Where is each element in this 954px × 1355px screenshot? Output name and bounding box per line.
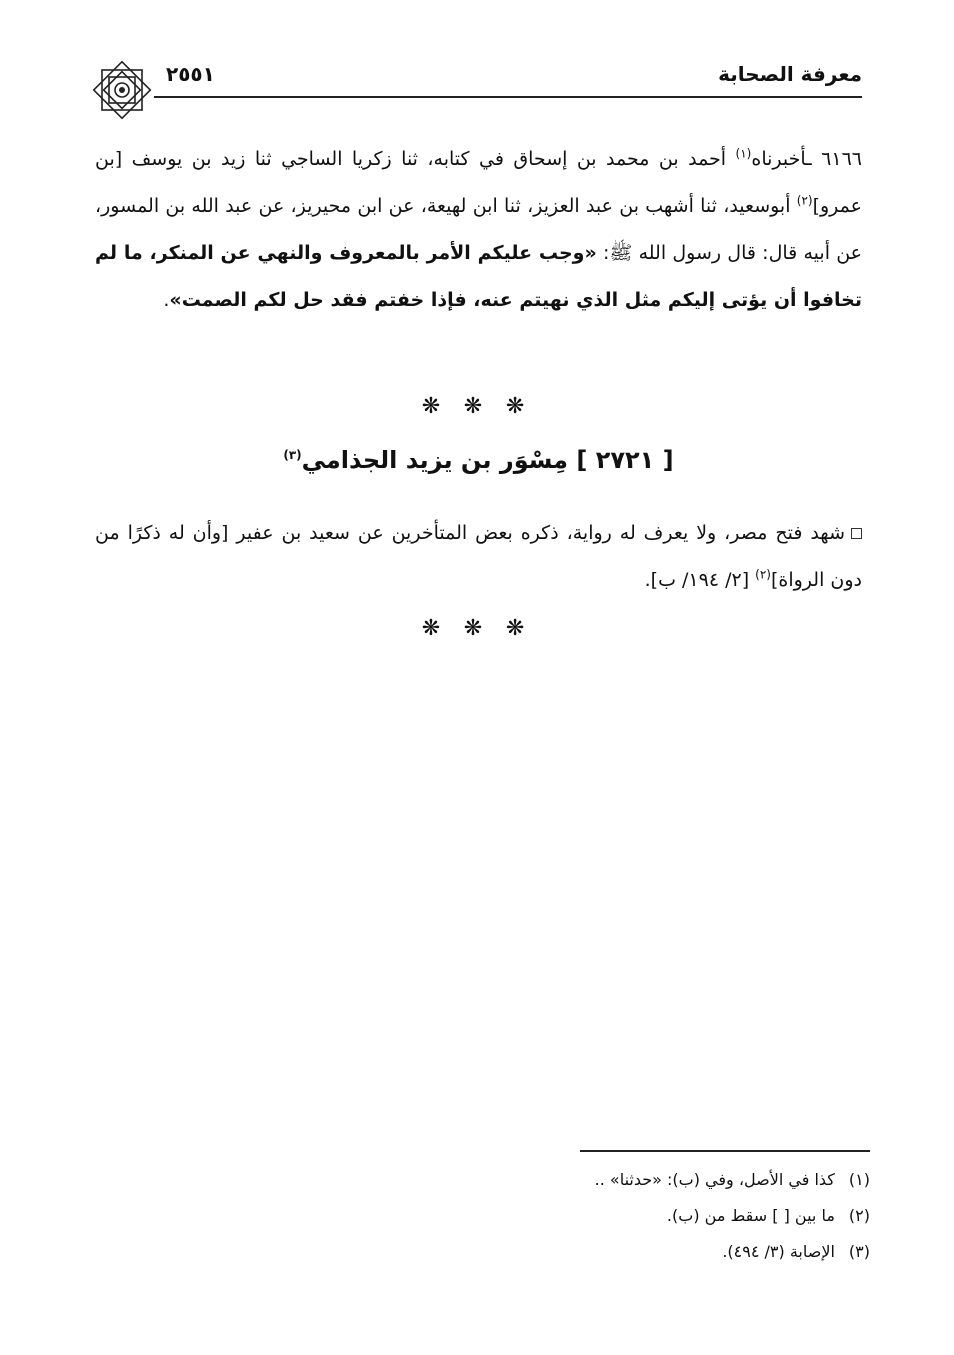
footnote-marker: (٢): [755, 567, 771, 582]
entry-title: [ ٢٧٢١ ] مِسْوَر بن يزيد الجذامي: [301, 446, 674, 474]
section-separator: ❋ ❋ ❋: [421, 394, 533, 419]
footnote-rule: [580, 1150, 870, 1152]
ornament-icon: [90, 58, 154, 122]
footnotes: [370, 1162, 870, 1270]
footnote-item: [370, 1234, 870, 1270]
hadith-text: أحمد بن محمد بن إسحاق في كتابه، ثنا زكريا الساجي ثنا زيد بن يوسف [بن عمرو]: [95, 148, 862, 217]
footnote-item: [370, 1198, 870, 1234]
footnote-marker: (٣): [283, 448, 302, 462]
page-number: ٢٥٥١: [166, 62, 215, 86]
entry-paragraph: [95, 510, 862, 604]
section-separator: ❋ ❋ ❋: [421, 616, 533, 641]
hadith-text: أبوسعيد، ثنا أشهب بن عبد العزيز، ثنا ابن لهيعة، عن ابن محيريز، عن عبد الله بن المسور، عن أبيه قال: قال رسول الله ﷺ:: [95, 195, 862, 264]
hadith-number: ٦١٦٦ ـ: [806, 148, 862, 170]
page-header: [90, 58, 862, 102]
header-rule: [154, 96, 862, 98]
footnote-number: (٣): [848, 1242, 870, 1261]
entry-heading: [95, 446, 862, 474]
square-bullet-icon: [851, 528, 862, 539]
footnote-text: كذا في الأصل، وفي (ب): «حدثنا» ..: [594, 1170, 835, 1189]
hadith-text: أخبرناه: [751, 148, 807, 170]
footnote-item: [370, 1162, 870, 1198]
entry-reference: [٢/ ١٩٤/ ب].: [644, 569, 756, 591]
footnote-number: (١): [848, 1170, 870, 1189]
entry-text: شهد فتح مصر، ولا يعرف له رواية، ذكره بعض المتأخرين عن سعيد بن عفير [وأن له ذكرًا من دون الرواة]: [95, 522, 862, 591]
hadith-quote: «وجب عليكم الأمر بالمعروف والنهي عن المنكر، ما لم تخافوا أن يؤتى إليكم مثل الذي نهيتم عنه، فإذا خفتم فقد حل لكم الصمت»: [95, 242, 862, 311]
running-title: معرفة الصحابة: [718, 62, 862, 86]
footnote-marker: (١): [735, 146, 752, 161]
footnote-text: ما بين [ ] سقط من (ب).: [666, 1206, 835, 1225]
footnote-marker: (٢): [796, 193, 813, 208]
footnote-text: الإصابة (٣/ ٤٩٤).: [722, 1242, 835, 1261]
footnote-number: (٢): [848, 1206, 870, 1225]
hadith-paragraph: [95, 136, 862, 324]
hadith-end: .: [163, 289, 170, 311]
